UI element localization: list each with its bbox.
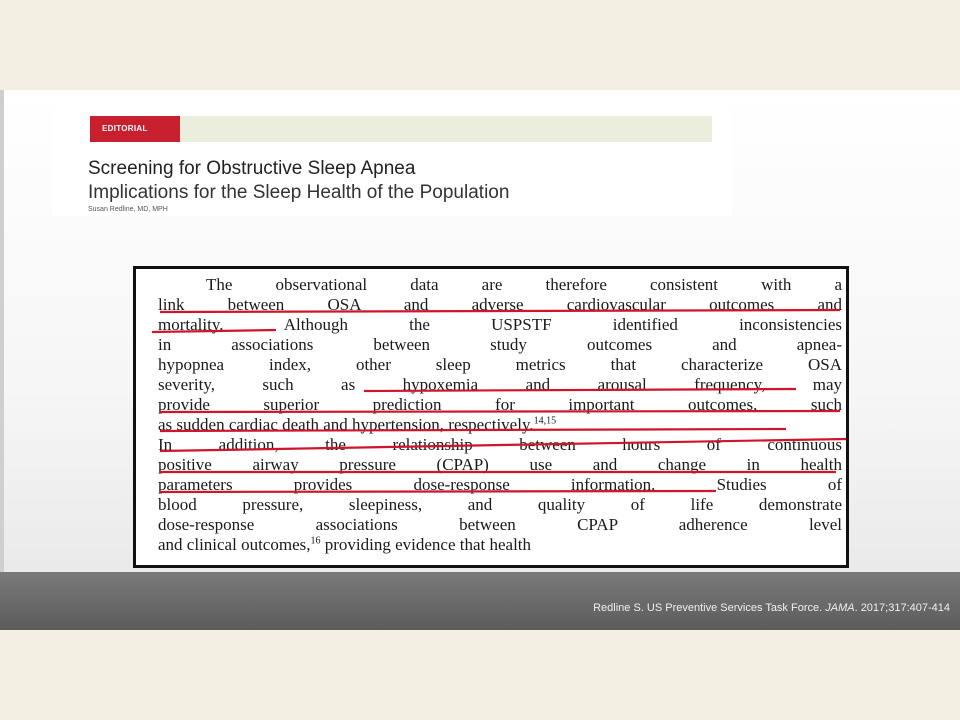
slide-edge [0,90,4,630]
excerpt-line [158,415,842,435]
excerpt-line: severity, such as hypoxemia and arousal frequency, may [158,375,842,394]
citation-prefix: Redline S. US Preventive Services Task Force. [593,602,826,614]
citation-journal: JAMA [825,602,855,614]
header-bar [90,116,712,142]
excerpt-line: blood pressure, sleepiness, and quality of life demonstrate [158,495,842,514]
excerpt-line-text: and clinical outcomes, [158,535,311,554]
excerpt-line: dose-response associations between CPAP adherence level [158,515,842,534]
excerpt-line: The observational data are therefore consistent with a [206,275,842,294]
article-title: Screening for Obstructive Sleep Apnea [88,158,416,179]
article-subtitle: Implications for the Sleep Health of the Population [88,182,510,203]
citation [593,602,950,614]
excerpt-line: In addition, the relationship between hours of continuous [158,435,842,454]
excerpt-line-tail: providing evidence that health [320,535,532,554]
footer-band [0,572,960,630]
article-author: Susan Redline, MD, MPH [88,206,168,213]
excerpt-line: in associations between study outcomes and apnea- [158,335,842,354]
reference-superscript: 14,15 [533,415,557,427]
excerpt-line: parameters provides dose-response information. Studies of [158,475,842,494]
editorial-tag: EDITORIAL [90,116,180,142]
excerpt-box [133,266,849,568]
excerpt-line: link between OSA and adverse cardiovascular outcomes and [158,295,842,314]
reference-superscript: 16 [310,535,321,547]
article-header [52,106,732,216]
slide [0,90,960,630]
excerpt-line-text: as sudden cardiac death and hypertension, respectively. [158,415,534,434]
excerpt-line: provide superior prediction for important outcomes, such [158,395,842,414]
excerpt-line: mortality. Although the USPSTF identified inconsistencies [158,315,842,334]
citation-suffix: . 2017;317:407-414 [854,602,950,614]
excerpt-line [158,535,842,555]
excerpt-line: positive airway pressure (CPAP) use and change in health [158,455,842,474]
excerpt-line: hypopnea index, other sleep metrics that characterize OSA [158,355,842,374]
